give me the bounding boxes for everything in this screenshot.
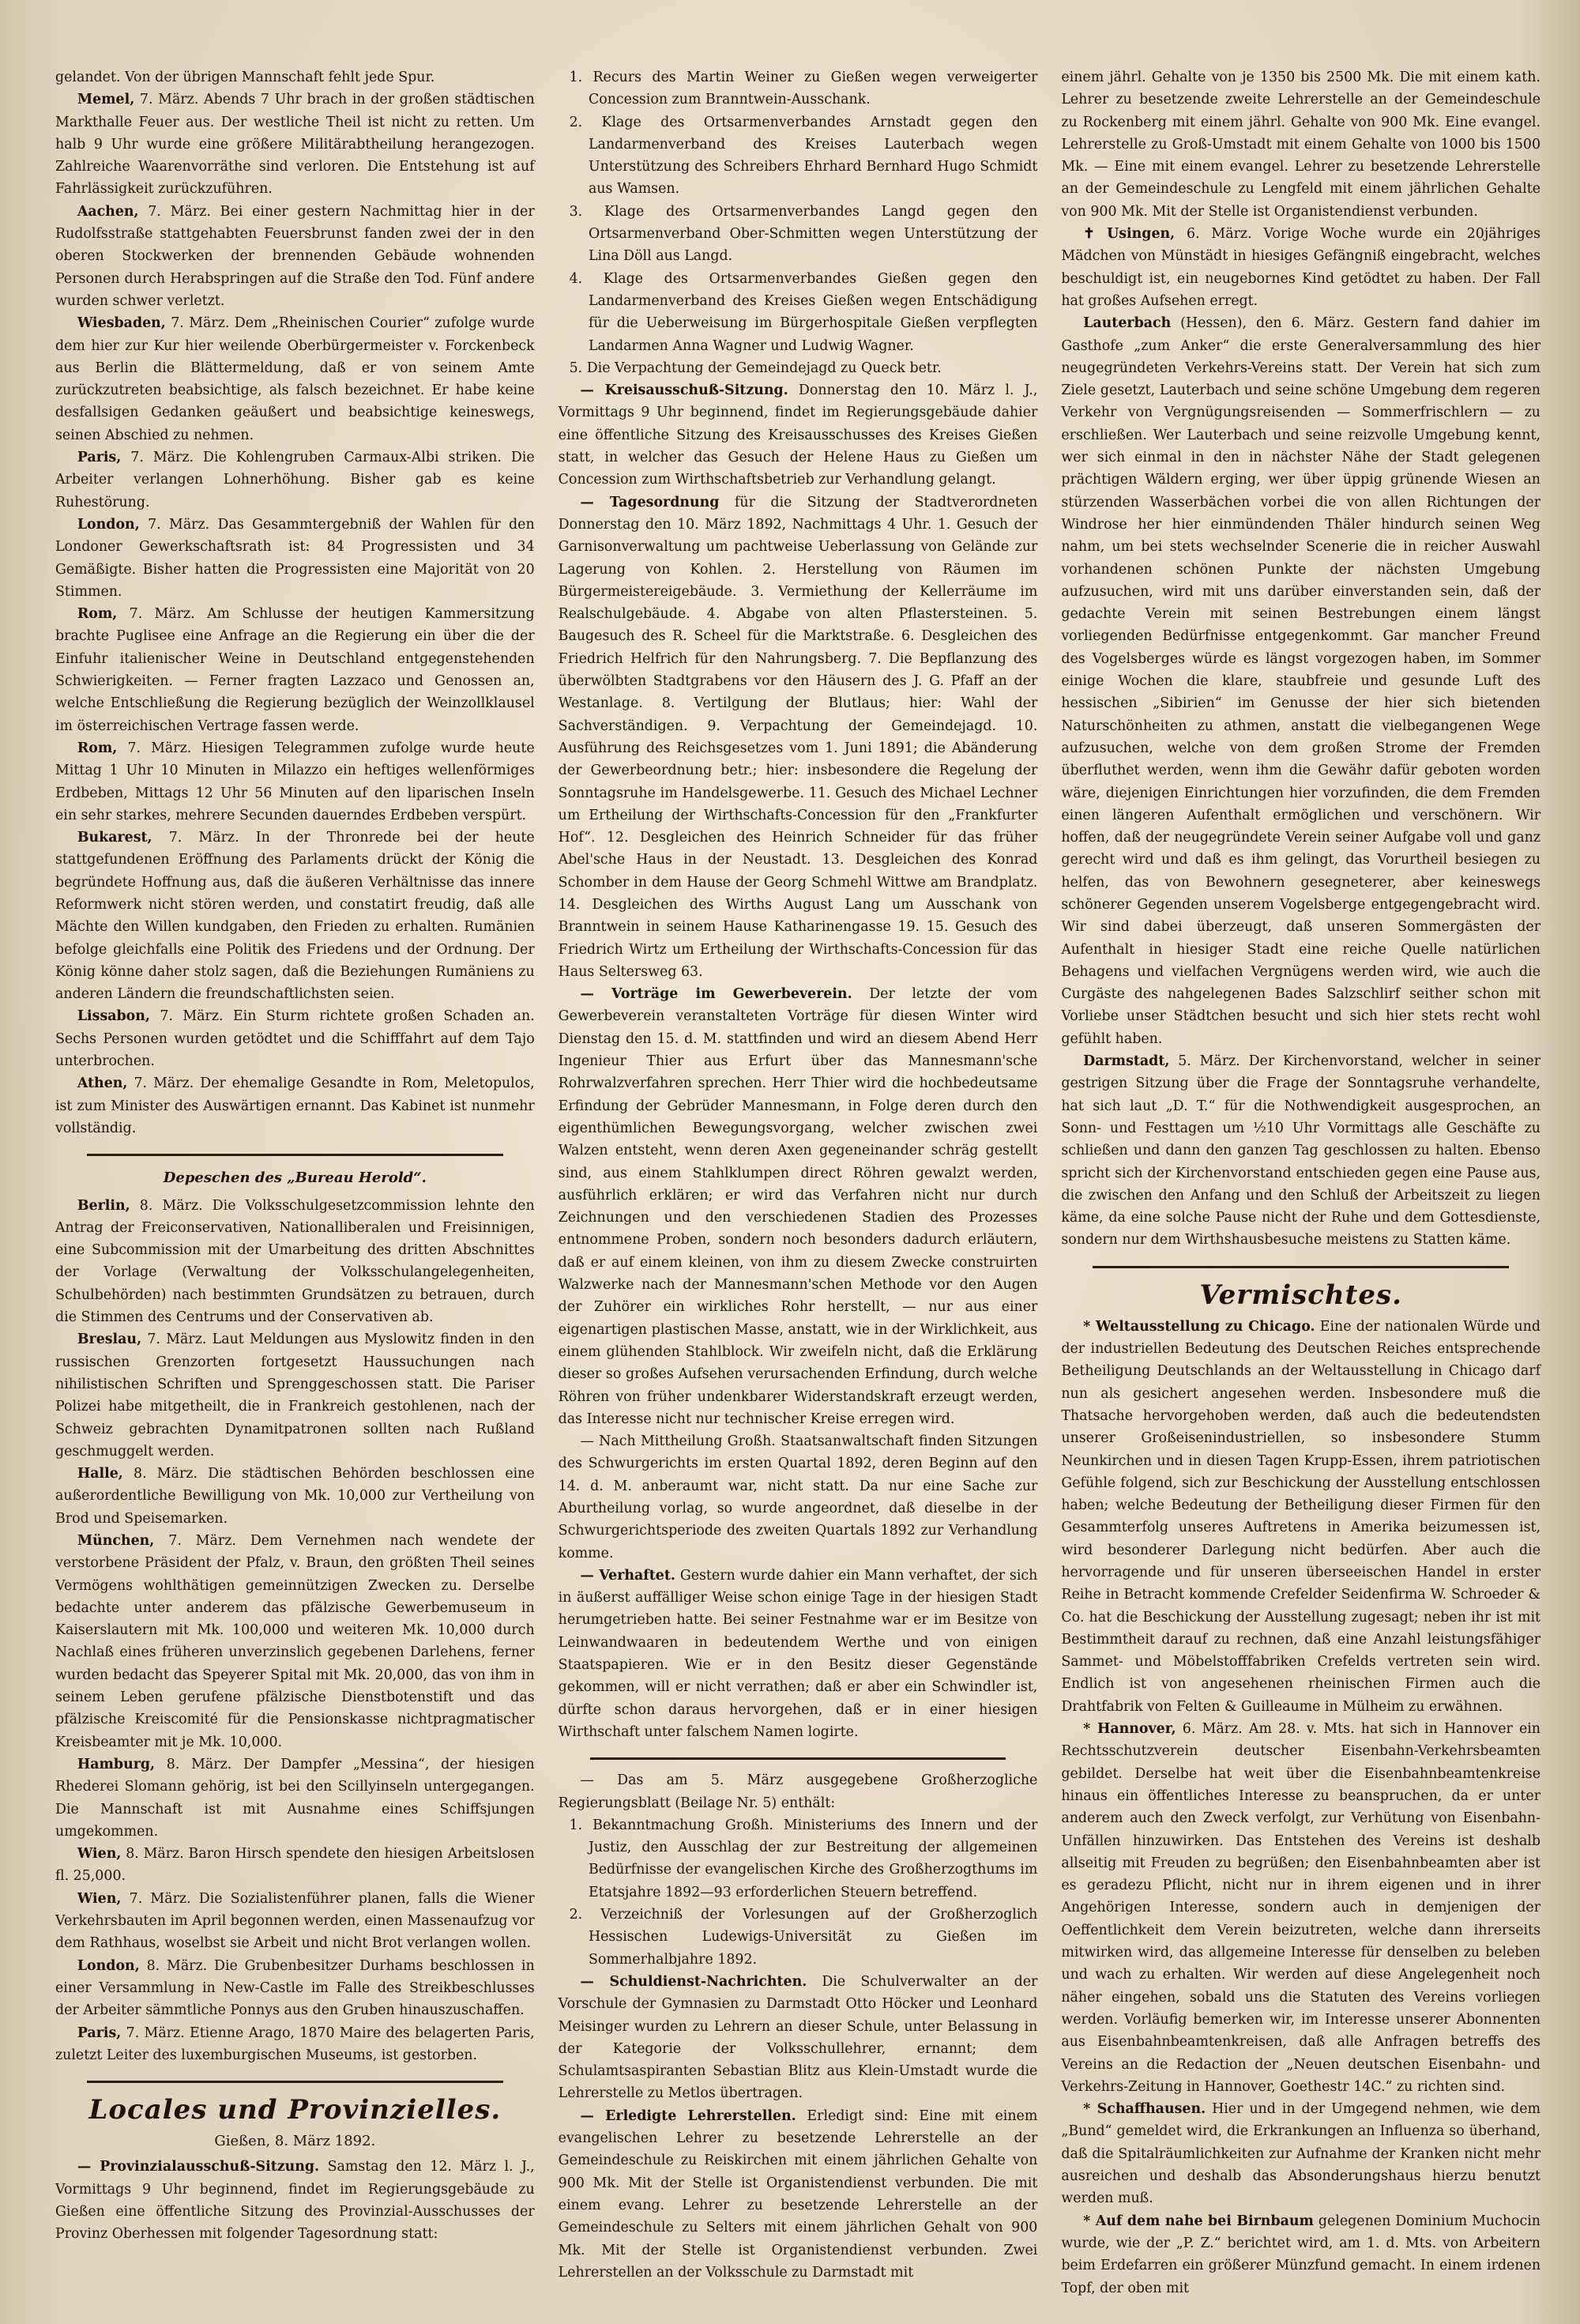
paragraph-text: 8. März. Der Dampfer „Messina“, der hiesigen Rhederei Slomann gehörig, ist bei den Scillyinseln untergegangen. Die Mannschaft ist mit Ausnahme eines Schiffsjungen umgekommen. — [55, 1756, 535, 1840]
news-paragraph — [55, 514, 535, 603]
paragraph-text: 6. März. Am 28. v. Mts. hat sich in Hannover ein Rechtsschutzverein deutscher Eisenbahn-Verkehrsbeamten gebildet. Derselbe hat weit über die Eisenbahnbeamtenkreise hinaus ein öffentliches Interesse zu beanspruchen, da er unter anderem auch den Zweck verfolgt, zur Verhütung von Eisenbahn-Unfällen hinzuwirken. Das Entstehen des Vereins ist deshalb allseitig mit Freuden zu begrüßen; den Eisenbahnbeamten aber ist es geradezu Pflicht, nicht nur in ihrem eigenen und in ihrer Angehörigen Interesse, sondern auch in demjenigen der Oeffentlichkeit dem Verein beizutreten, welche dann ihrerseits mitwirken wird, das allgemeine Interesse für denselben zu beleben und wach zu erhalten. Wir werden auf diese Angelegenheit noch näher eingehen, sobald uns die Statuten des Vereins vorliegen werden. Vorläufig bemerken wir, im Interesse unserer Abonnenten aus Eisenbahnbeamtenkreisen, daß alle Anfragen betreffs des Vereins an die Redaction der „Neuen deutschen Eisenbahn- und Verkehrs-Zeitung in Hannover, Goethestr 14C.“ zu richten sind. — [1061, 1721, 1541, 2095]
dateline-place: Rom, — [77, 606, 118, 623]
news-paragraph — [55, 1072, 535, 1139]
paragraph-text: Donnerstag den 10. März l. J., Vormittags 9 Uhr beginnend, findet im Regierungsgebäude dahier eine öffentliche Sitzung des Kreisausschusses des Kreises Gießen statt, in welcher das Gesuch der Helene Haus zu Gießen um Concession zum Wirthschaftsbetrieb zur Verhandlung gelangt. — [558, 382, 1038, 488]
news-paragraph — [55, 1005, 535, 1072]
columns — [55, 66, 1541, 2296]
agenda-item: 1. Bekanntmachung Großh. Ministeriums des Innern und der Justiz, den Ausschlag der zur Bestreitung der allgemeinen Bedürfnisse der evangelischen Kirche des Großherzogthums im Etatsjahre 1892—93 erforderlichen Steuern betreffend. — [569, 1817, 1038, 1900]
news-paragraph — [55, 1195, 535, 1329]
news-paragraph — [55, 66, 535, 89]
news-paragraph — [55, 201, 535, 312]
agenda-item: 4. Klage des Ortsarmenverbandes Gießen gegen den Landarmenverband des Kreises Gießen wegen Entschädigung für die Ueberweisung im Bürgerhospitale Gießen verpflegten Landarmen Anna Wagner und Ludwig Wagner. — [569, 270, 1038, 354]
dateline-place: * Auf dem nahe bei Birnbaum — [1083, 2213, 1314, 2229]
dateline-place: Wien, — [77, 1890, 122, 1907]
dateline-place: London, — [77, 516, 140, 533]
paragraph-text: 7. März. Dem „Rheinischen Courier“ zufolge wurde dem hier zur Kur hier weilende Oberbürgermeister v. Forckenbeck aus Berlin die Blättermeldung, daß er von seinem Amte zurückzutreten beabsichtige, als falsch bezeichnet. Er habe keine desfallsigen Gedanken geäußert und beabsichtige keineswegs, seinen Abschied zu nehmen. — [55, 315, 535, 443]
news-paragraph — [1061, 1316, 1540, 1718]
dateline-place: * Hannover, — [1083, 1721, 1176, 1738]
paragraph-text: — Das am 5. März ausgegebene Großherzogliche Regierungsblatt (Beilage Nr. 5) enthält: — [558, 1772, 1038, 1811]
news-paragraph — [55, 1463, 535, 1530]
paragraph-text: einem jährl. Gehalte von je 1350 bis 2500 Mk. Die mit einem kath. Lehrer zu besetzende zweite Lehrerstelle an der Gemeindeschule zu Rockenberg mit einem jährl. Gehalte von 900 Mk. Eine evangel. Lehrerstelle zu Groß-Umstadt mit einem Gehalte von 1000 bis 1500 Mk. — Eine mit einem evangel. Lehrer zu besetzende Lehrerstelle an der Gemeindeschule zu Lengfeld mit einem jährlichen Gehalte von 900 Mk. Mit der Stelle ist Organistendienst verbunden. — [1061, 70, 1541, 220]
news-paragraph — [55, 1843, 535, 1888]
dateline-place: Athen, — [77, 1075, 128, 1092]
agenda-item: 2. Verzeichniß der Vorlesungen auf der Großherzoglich Hessischen Ludewigs-Universität zu Gießen im Sommerhalbjahre 1892. — [569, 1907, 1038, 1968]
news-paragraph — [55, 1328, 535, 1463]
dateline-place: Lauterbach — [1083, 315, 1172, 332]
news-paragraph — [1061, 2098, 1540, 2209]
paragraph-text: 7. März. Die Sozialistenführer planen, falls die Wiener Verkehrsbauten im April begonnen werden, einen Massenaufzug vor dem Rathhaus, woselbst sie Arbeit und nicht Brot verlangen wollen. — [55, 1890, 535, 1952]
news-paragraph — [55, 446, 535, 514]
separator-rule — [1093, 1266, 1509, 1268]
news-paragraph — [55, 1888, 535, 1955]
paragraph-text: 8. März. Die Grubenbesitzer Durhams beschlossen in einer Versammlung in New-Castle im Falle des Streikbeschlusses der Arbeiter sämmtliche Ponnys aus den Gruben hinauszuschaffen. — [55, 1957, 535, 2019]
agenda-item: 1. Recurs des Martin Weiner zu Gießen wegen verweigerter Concession zum Branntwein-Ausschank. — [569, 70, 1038, 108]
news-paragraph — [55, 603, 535, 737]
subsection-heading: Depeschen des „Bureau Herold“. — [163, 1170, 427, 1187]
dateline-place: Bukarest, — [77, 830, 152, 846]
news-paragraph — [559, 379, 1038, 491]
paragraph-text: Der letzte der vom Gewerbeverein veranstalteten Vorträge für diesen Winter wird Dienstag den 15. d. M. stattfinden und wird an diesem Abend Herr Ingenieur Thier aus Erfurt über das Mannesmann'sche Rohrwalzverfahren sprechen. Herr Thier wird die hochbedeutsame Erfindung der Gebrüder Mannesmann, in Folge deren durch den eigenthümlichen Bewegungsvorgang, welcher zwischen zwei Walzen entsteht, wenn deren Axen gegeneinander schräg gestellt sind, aus einem Stahlklumpen direct Röhren gewalzt werden, ausführlich erklären; er wird das Verfahren nicht nur durch Zeichnungen und den verschiedenen Stadien des Prozesses entnommene Proben, sondern noch besonders dadurch erläutern, daß er auf einem kleinen, von ihm zu diesem Zwecke construirten Walzwerke nach der Mannesmann'schen Methode vor den Augen der Zuhörer ein wirkliches Rohr herstellt, — nur aus einer eigenartigen plastischen Masse, anstatt, wie in der Wirklichkeit, aus einem glühenden Stahlblock. Wir zweifeln nicht, daß die Erklärung dieser so großes Aufsehen verursachenden Erfindung, durch welche Röhren von früher undenkbarer Widerstandskraft erzeugt werden, das Interesse nicht nur technischer Kreise erregen wird. — [558, 986, 1038, 1427]
dateline-place: — Tagesordnung — [580, 494, 720, 510]
dateline-place: — Kreisausschuß-Sitzung. — [580, 382, 788, 399]
news-paragraph — [1061, 223, 1540, 312]
news-paragraph — [55, 1753, 535, 1843]
dateline-place: Hamburg, — [77, 1756, 156, 1772]
paragraph-text: Die Schulverwalter an der Vorschule der Gymnasien zu Darmstadt Otto Höcker und Leonhard Meisinger wurden zu Lehrern an dieser Schule, unter Belassung in der Kategorie der Volksschullehrer, ernannt; dem Schulamtsaspiranten Sebastian Blitz aus Klein-Umstadt wurde die Lehrerstelle zu Metlos übertragen. — [558, 1973, 1038, 2102]
dateline-place: Darmstadt, — [1083, 1053, 1170, 1070]
column-left — [55, 66, 535, 2277]
paragraph-text: 8. März. Baron Hirsch spendete den hiesigen Arbeitslosen fl. 25,000. — [55, 1846, 535, 1885]
paragraph-text: 7. März. Hiesigen Telegrammen zufolge wurde heute Mittag 1 Uhr 10 Minuten in Milazzo ein heftiges wellenförmiges Erdbeben, Mittags 12 Uhr 56 Minuten auf den liparischen Inseln ein sehr starkes, mehrere Secunden dauerndes Erdbeben verspürt. — [55, 740, 535, 823]
news-paragraph — [55, 1530, 535, 1753]
news-paragraph — [559, 2105, 1038, 2284]
paragraph-text: — Nach Mittheilung Großh. Staatsanwaltschaft finden Sitzungen des Schwurgerichts im ersten Quartal 1892, deren Beginn auf den 14. d. M. anberaumt war, nicht statt. Da nur eine Sache zur Aburtheilung vorlag, so wurde angeordnet, daß dieselbe in der Schwurgerichtsperiode des zweiten Quartals 1892 zur Verhandlung komme. — [558, 1433, 1038, 1561]
news-paragraph — [559, 983, 1038, 1430]
news-paragraph — [55, 2022, 535, 2067]
news-paragraph — [559, 1971, 1038, 2105]
dateline-place: Aachen, — [77, 203, 139, 220]
dateline-place: — Provinzialausschuß-Sitzung. — [77, 2159, 320, 2175]
news-paragraph — [55, 1955, 535, 2022]
dateline-place: München, — [77, 1533, 155, 1549]
dateline-place: Rom, — [77, 740, 118, 756]
paragraph-text: Gestern wurde dahier ein Mann verhaftet, der sich in äußerst auffälliger Weise schon einige Tage in der hiesigen Stadt herumgetrieben hatte. Bei seiner Festnahme war er im Besitze von Leinwandwaaren in bedeutendem Werthe und von einigen Staatspapieren. Wie er in den Besitz dieser Gegenstände gekommen, will er nicht verrathen; daß er aber ein Schwindler ist, dürfte schon daraus hervorgehen, daß er in einer hiesigen Wirthschaft unter falschem Namen logirte. — [558, 1567, 1038, 1740]
paragraph-text: Eine der nationalen Würde und der industriellen Bedeutung des Deutschen Reiches entsprechende Betheiligung Deutschlands an der Weltausstellung in Chicago darf nun als gesichert angesehen werden. Insbesondere muß die Thatsache hervorgehoben werden, daß auch die bedeutendsten unserer Großeisenindustriellen, so insbesondere Stumm Neunkirchen und in diesen Tagen Krupp-Essen, ihrem patriotischen Gefühle folgend, sich zur Beschickung der Ausstellung entschlossen haben; welche Bedeutung der Betheiligung dieser Firmen für den Gesammterfolg unseres Auftretens in Amerika beizumessen ist, wird besonderer Darlegung nicht bedürfen. Aber auch die hervorragende und für unseren überseeischen Handel in erster Reihe in Betracht kommende Crefelder Seidenfirma W. Schroeder & Co. hat die Beschickung der Ausstellung zugesagt; neben ihr ist mit Bestimmtheit darauf zu rechnen, daß eine Anzahl leistungsfähiger Sammet- und Möbelstofffabriken Crefelds vertreten sein wird. Endlich ist von angesehenen rheinischen Firmen auch die Drahtfabrik von Felten & Guilleaume in Mülheim zu erwähnen. — [1061, 1318, 1541, 1715]
news-paragraph — [1061, 1050, 1540, 1252]
news-paragraph — [1061, 312, 1540, 1050]
paragraph-text: gelandet. Von der übrigen Mannschaft fehlt jede Spur. — [55, 70, 435, 85]
paragraph-text: Samstag den 12. März l. J., Vormittags 9 Uhr beginnend, findet im Regierungsgebäude zu Gießen eine öffentliche Sitzung des Provinzial-Ausschusses der Provinz Oberhessen mit folgender Tagesordnung statt: — [55, 2159, 535, 2243]
dateline-place: Breslau, — [77, 1331, 142, 1348]
dateline-place: * Schaffhausen. — [1083, 2101, 1206, 2118]
paragraph-text: 7. März. Der ehemalige Gesandte in Rom, Meletopulos, ist zum Minister des Auswärtigen ernannt. Das Kabinet ist nunmehr vollständig. — [55, 1075, 535, 1136]
dateline-place: Halle, — [77, 1466, 123, 1482]
paragraph-text: 7. März. Ein Sturm richtete großen Schaden an. Sechs Personen wurden getödtet und die Schifffahrt auf dem Tajo unterbrochen. — [55, 1008, 535, 1070]
paragraph-text: für die Sitzung der Stadtverordneten Donnerstag den 10. März 1892, Nachmittags 4 Uhr. 1. Gesuch der Garnisonverwaltung um pachtweise Ueberlassung von Gelände zur Lagerung von Kohlen. 2. Herstellung von Räumen im Bürgermeistereigebäude. 3. Vermiethung der Kellerräume im Realschulgebäude. 4. Abgabe von alten Pflastersteinen. 5. Baugesuch des R. Scheel für die Marktstraße. 6. Desgleichen des Friedrich Helfrich für den Nahrungsberg. 7. Die Bepflanzung des überwölbten Stadtgrabens vor den Häusern des J. G. Pfaff an der Westanlage. 8. Vertilgung der Blutlaus; hier: Wahl der Sachverständigen. 9. Verpachtung der Gemeindejagd. 10. Ausführung des Reichsgesetzes vom 1. Juni 1891; die Abänderung der Gewerbeordnung betr.; hier: insbesondere die Regelung der Sonntagsruhe im Handelsgewerbe. 11. Gesuch des Michael Lechner um Ertheilung der Wirthschafts-Concession für den „Frankfurter Hof“. 12. Desgleichen des Heinrich Schneider für das früher Abel'sche Haus in der Neustadt. 13. Desgleichen des Konrad Schomber in dem Hause der Georg Schmehl Wittwe am Brandplatz. 14. Desgleichen des Wirths August Lang um Ausschank von Branntwein in seinem Hause Katharinengasse 19. 15. Gesuch des Friedrich Wirtz um Ertheilung der Wirthschafts-Concession für das Haus Seltersweg 63. — [558, 494, 1038, 980]
dateline-place: — Erledigte Lehrerstellen. — [580, 2107, 796, 2124]
paragraph-text: 6. März. Vorige Woche wurde ein 20jähriges Mädchen von Münstädt in hiesiges Gefängniß eingebracht, welches beschuldigt ist, ein neugebornes Kind getödtet zu haben. Der Fall hat großes Aufsehen erregt. — [1061, 226, 1541, 309]
paragraph-text: 7. März. Abends 7 Uhr brach in der großen städtischen Markthalle Feuer aus. Der westliche Theil ist nicht zu retten. Um halb 9 Uhr wurde eine größere Militärabtheilung herangezogen. Zahlreiche Waarenvorräthe sind verloren. Die Entstehung ist auf Fahrlässigkeit zurückzuführen. — [55, 92, 535, 198]
paragraph-text: 8. März. Die Volksschulgesetzcommission lehnte den Antrag der Freiconservativen, Nationalliberalen und Freisinnigen, eine Subcommission mit der Umarbeitung des dritten Abschnittes der Vorlage (Verwaltung der Volksschulangelegenheiten, Schulbehörden) nach bestimmten Grundsätzen zu betrauen, durch die Stimmen des Centrums und der Conservativen ab. — [55, 1197, 535, 1326]
paragraph-text: 7. März. Bei einer gestern Nachmittag hier in der Rudolfsstraße stattgehabten Feuersbrunst fanden zwei der in den oberen Stockwerken der brennenden Gebäude wohnenden Personen durch Herabspringen auf die Straße den Tod. Fünf andere wurden schwer verletzt. — [55, 203, 535, 309]
dateline-place: Wiesbaden, — [77, 315, 166, 332]
news-paragraph — [559, 1430, 1038, 1565]
dateline-place: Berlin, — [77, 1197, 130, 1214]
news-paragraph — [559, 1565, 1038, 1743]
news-paragraph — [55, 312, 535, 446]
dateline-place: Memel, — [77, 92, 135, 108]
news-paragraph — [55, 2156, 535, 2245]
column-right — [1061, 66, 1541, 2296]
news-paragraph — [559, 1769, 1038, 1814]
dateline-place: Wien, — [77, 1846, 122, 1863]
dateline-place: Paris, — [77, 2025, 122, 2041]
dateline: Gießen, 8. März 1892. — [214, 2133, 376, 2150]
section-title: Locales und Provinzielles. — [88, 2094, 502, 2126]
separator-rule — [87, 2081, 503, 2083]
dateline-place: Paris, — [77, 450, 122, 466]
agenda-item: 5. Die Verpachtung der Gemeindejagd zu Queck betr. — [569, 360, 942, 376]
paragraph-text: 7. März. Etienne Arago, 1870 Maire des belagerten Paris, zuletzt Leiter des luxemburgischen Museums, ist gestorben. — [55, 2025, 535, 2063]
news-paragraph — [55, 89, 535, 200]
paragraph-text: 7. März. Laut Meldungen aus Myslowitz finden in den russischen Grenzorten fortgesetzt Haussuchungen nach nihilistischen Schriften und Sprenggeschossen statt. Die Pariser Polizei habe mitgetheilt, die in Frankreich gestohlenen, nach der Schweiz gebrachten Dynamitpatronen sollten nach Rußland geschmuggelt werden. — [55, 1331, 535, 1460]
section-title: Vermischtes. — [1199, 1279, 1402, 1311]
news-paragraph — [1061, 66, 1540, 223]
dateline-place: — Schuldienst-Nachrichten. — [580, 1973, 807, 1990]
dateline-place: * Weltausstellung zu Chicago. — [1083, 1318, 1315, 1335]
news-paragraph — [559, 492, 1038, 984]
separator-rule — [87, 1154, 503, 1156]
separator-rule — [590, 1757, 1006, 1760]
dateline-place: ✝ Usingen, — [1083, 226, 1176, 243]
news-paragraph — [55, 737, 535, 827]
paragraph-text: 7. März. Dem Vernehmen nach wendete der verstorbene Präsident der Pfalz, v. Braun, den größten Theil seines Vermögens wohlthätigen gemeinnützigen Zwecken zu. Derselbe bedachte unter anderem das pfälzische Gewerbemuseum in Kaiserslautern mit Mk. 100,000 und weiteren Mk. 10,000 durch Nachlaß eines früheren unverzinslich gegebenen Darlehens, ferner wurden bedacht das Speyerer Spital mit Mk. 20,000, das von ihm in seinem Leben gerufene pfälzische Dienstbotenstift und das pfälzische Kreiscomité für die Pensionskasse nichtpragmatischer Kreisbeamter mit je Mk. 10,000. — [55, 1533, 535, 1750]
dateline-place: — Verhaftet. — [580, 1567, 675, 1584]
paragraph-text: 8. März. Die städtischen Behörden beschlossen eine außerordentliche Bewilligung von Mk. 10,000 zur Vertheilung von Brod und Speisemarken. — [55, 1466, 535, 1527]
paragraph-text: 7. März. Das Gesammtergebniß der Wahlen für den Londoner Gewerkschaftsrath ist: 84 Progressisten und 34 Gemäßigte. Bisher hatten die Progressisten eine Majorität von 20 Stimmen. — [55, 516, 535, 600]
news-paragraph — [1061, 1718, 1540, 2098]
paragraph-text: 7. März. Die Kohlengruben Carmaux-Albi striken. Die Arbeiter verlangen Lohnerhöhung. Bisher gab es keine Ruhestörung. — [55, 450, 535, 510]
dateline-place: — Vorträge im Gewerbeverein. — [580, 986, 852, 1003]
agenda-item: 3. Klage des Ortsarmenverbandes Langd gegen den Ortsarmenverband Ober-Schmitten wegen Unterstützung der Lina Döll aus Langd. — [569, 203, 1038, 265]
column-middle — [558, 66, 1038, 2281]
paragraph-text: 5. März. Der Kirchenvorstand, welcher in seiner gestrigen Sitzung über die Frage der Sonntagsruhe verhandelte, hat sich laut „D. T.“ für die Nothwendigkeit ausgesprochen, an Sonn- und Festtagen um ½10 Uhr Vormittags alle Geschäfte zu schließen und dann den ganzen Tag geschlossen zu halten. Ebenso spricht sich der Kirchenvorstand entschieden gegen eine Pause aus, die zwischen den Anfang und den Schluß der Arbeitszeit zu liegen käme, da eine solche Pause nicht der Ruhe und dem Gottesdienste, sondern nur dem Wirthshausbesuche meistens zu Statten käme. — [1061, 1053, 1541, 1249]
dateline-place: Lissabon, — [77, 1008, 150, 1025]
news-paragraph — [55, 827, 535, 1005]
dateline-place: London, — [77, 1957, 140, 1974]
paragraph-text: 7. März. Am Schlusse der heutigen Kammersitzung brachte Puglisee eine Anfrage an die Regierung ein über die der Einfuhr italienischer Weine in Deutschland entgegenstehenden Schwierigkeiten. — Ferner fragten Lazzaco und Genossen an, welche Entschließung die Regierung bezüglich der Weinzollklausel im österreichischen Vertrage fassen werde. — [55, 606, 535, 734]
agenda-item: 2. Klage des Ortsarmenverbandes Arnstadt gegen den Landarmenverband des Kreises Lauterbach wegen Unterstützung des Schreibers Ehrhard Bernhard Hugo Schmidt aus Wamsen. — [569, 114, 1038, 198]
paragraph-text: gelegenen Dominium Muchocin wurde, wie der „P. Z.“ berichtet wird, am 1. d. Mts. von Arbeitern beim Erdefarren ein größerer Münzfund gemacht. In einem irdenen Topf, der oben mit — [1061, 2213, 1541, 2296]
paragraph-text: Hier und in der Umgegend nehmen, wie dem „Bund“ gemeldet wird, die Erkrankungen an Influenza so überhand, daß die Spitalräumlichkeiten zur Aufnahme der Kranken nicht mehr ausreichen und deshalb das Absonderungshaus hierzu benutzt werden muß. — [1061, 2101, 1541, 2207]
news-paragraph — [1061, 2210, 1540, 2300]
paragraph-text: 7. März. In der Thronrede bei der heute stattgefundenen Eröffnung des Parlaments drückt der König die begründete Hoffnung aus, daß die äußeren Verhältnisse das innere Reformwerk nicht stören werden, und constatirt freudig, daß alle Mächte den Willen kundgaben, den Frieden zu erhalten. Rumänien befolge gleichfalls eine Politik des Friedens und der Ordnung. Der König könne daher stolz sagen, daß die Beziehungen Rumäniens zu anderen Ländern die freundschaftlichsten seien. — [55, 830, 535, 1003]
paragraph-text: (Hessen), den 6. März. Gestern fand dahier im Gasthofe „zum Anker“ die erste Generalversammlung des hier neugegründeten Verkehrs-Vereins statt. Der Verein hat sich zum Ziele gesetzt, Lauterbach und seine schöne Umgebung dem regeren Verkehr von Vergnügungsreisenden — Sommerfrischlern — zu erschließen. Wer Lauterbach und seine reizvolle Umgebung kennt, wer sich einmal in den in nächster Nähe der Stadt gelegenen prächtigen Wäldern erging, wer über üppig grünende Wiesen an stürzenden Wasserbächen vorbei die von allen Richtungen der Windrose her hier einmündenden Thäler hindurch seinen Weg nahm, um bei stets wechselnder Scenerie die in reicher Auswahl vorhandenen schönen Punkte der nächsten Umgebung aufzusuchen, wird mit uns darüber einverstanden sein, daß der gedachte Verein mit seinen Bestrebungen einem längst vorliegenden Bedürfnisse entgegenkommt. Gar mancher Freund des Vogelsberges würde es längst vorgezogen haben, im Sommer einige Wochen die klare, staubfreie und gesunde Luft des hessischen „Sibirien“ im Genusse der hier sich bietenden Naturschönheiten zu athmen, anstatt die vielbegangenen Wege aufzusuchen, welche von dem großen Strome der Fremden überfluthet werden, wenn ihm die Gewähr dafür geboten worden wäre, diejenigen Einrichtungen hier vorzufinden, die dem Fremden einen längeren Aufenthalt ermöglichen und verschönern. Wir hoffen, daß der neugegründete Verein seiner Aufgabe voll und ganz gerecht wird und daß es ihm gelingt, das Vorurtheil besiegen zu helfen, das von Bewohnern gesegneterer, aber keineswegs schönerer Gegenden unserem Vogelsberge entgegengebracht wird. Wir sind dabei überzeugt, daß unseren Sommergästen der Aufenthalt in hiesiger Stadt eine reiche Quelle natürlichen Behagens und vielfachen Vergnügens werden wird, wie auch die Curgäste des nahgelegenen Bades Salzschlirf seither schon mit Vorliebe unser Städtchen besucht und sich hier stets recht wohl gefühlt haben. — [1061, 315, 1541, 1047]
paragraph-text: Erledigt sind: Eine mit einem evangelischen Lehrer zu besetzende Lehrerstelle an der Gemeindeschule zu Reiskirchen mit einem jährlichen Gehalte von 900 Mk. Mit der Stelle ist Organistendienst verbunden. Die mit einem evang. Lehrer zu besetzende Lehrerstelle an der Gemeindeschule zu Selters mit einem jährlichen Gehalt von 900 Mk. Mit der Stelle ist Organistendienst verbunden. Zwei Lehrerstellen an der Volksschule zu Darmstadt mit — [558, 2107, 1038, 2281]
